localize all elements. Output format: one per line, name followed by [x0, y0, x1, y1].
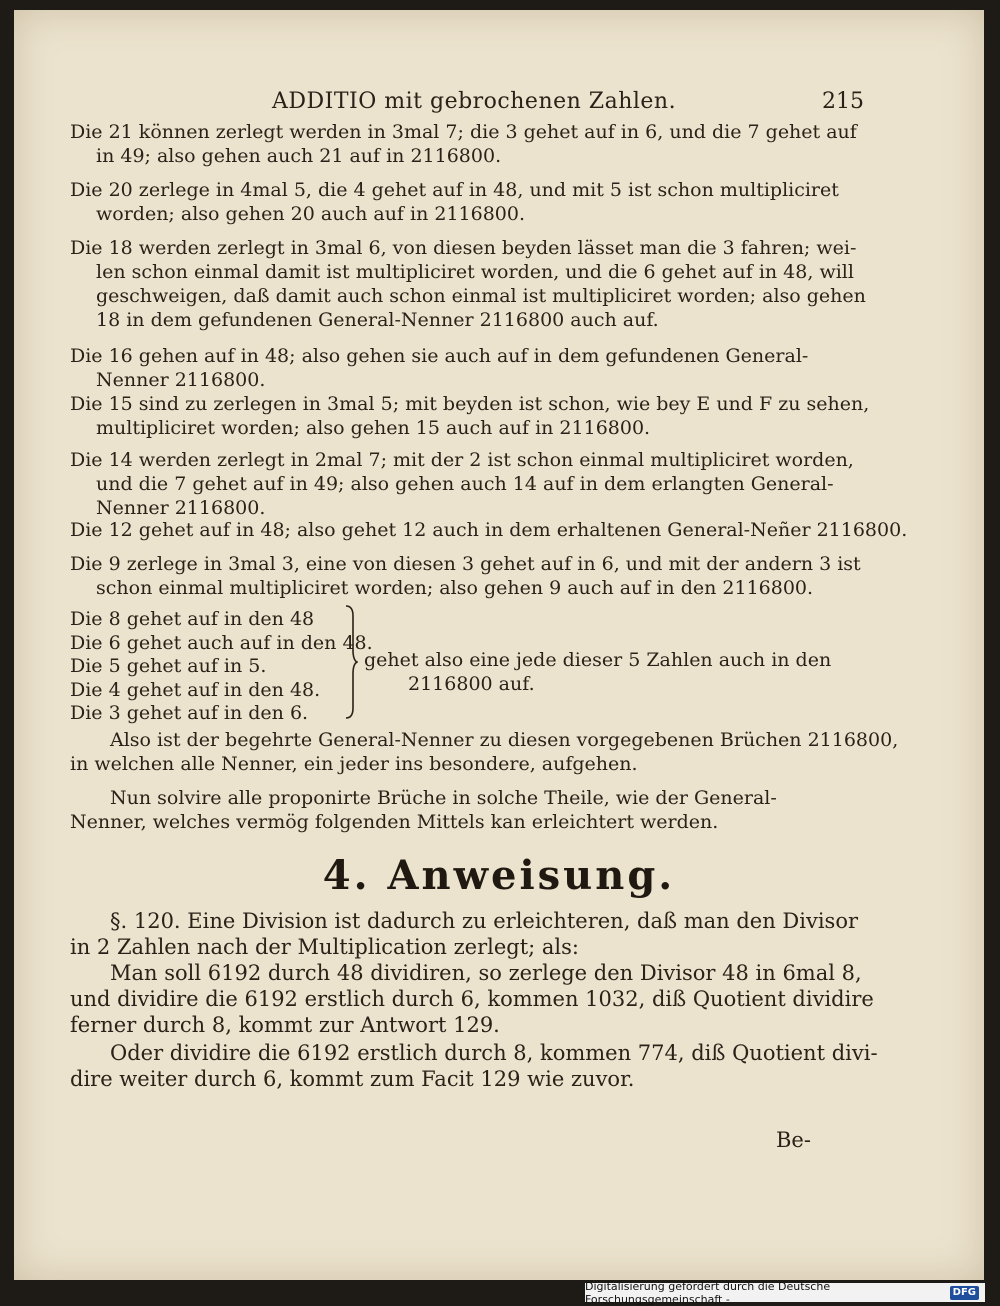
conclusion-paragraph	[70, 728, 899, 776]
paragraph-12	[70, 518, 908, 542]
paragraph-14	[70, 448, 870, 520]
text-line: Nun solvire alle proponirte Brüche in solche Theile, wie der General-	[110, 787, 777, 809]
digitization-footer	[585, 1279, 985, 1306]
text-line: Nenner, welches vermög folgenden Mittels kan erleichtert werden.	[70, 811, 719, 833]
book-page	[14, 10, 984, 1280]
text-line: in 2 Zahlen nach der Multiplication zerlegt; als:	[70, 935, 579, 959]
text-line: Nenner 2116800.	[96, 369, 266, 391]
dfg-logo-icon: DFG	[950, 1286, 979, 1300]
text-line: Oder dividire die 6192 erstlich durch 8, kommen 774, diß Quotient divi-	[110, 1041, 878, 1065]
footer-credit: Digitalisierung gefördert durch die Deutsche Forschungsgemeinschaft -	[585, 1279, 831, 1306]
list-item: Die 6 gehet auch auf in den 48.	[70, 631, 373, 654]
section-paragraph-120	[70, 908, 870, 960]
text-line: Also ist der begehrte General-Nenner zu diesen vorgegebenen Brüchen 2116800,	[110, 729, 899, 751]
curly-brace-icon	[344, 604, 358, 720]
text-line: ferner durch 8, kommt zur Antwort 129.	[70, 1013, 500, 1037]
text-line: Die 12 gehet auf in 48; also gehet 12 auch in dem erhaltenen General-Neñer 2116800.	[70, 519, 908, 541]
paragraph-9	[70, 552, 870, 600]
paragraph-18	[70, 236, 870, 332]
paragraph-21	[70, 120, 870, 168]
text-line: Die 15 sind zu zerlegen in 3mal 5; mit beyden ist schon, wie bey E und F zu sehen,	[70, 393, 870, 415]
nun-paragraph	[70, 786, 870, 834]
paragraph-16	[70, 344, 870, 392]
text-line: Die 20 zerlege in 4mal 5, die 4 gehet auf in 48, und mit 5 ist schon multipliciret	[70, 179, 839, 201]
section-paragraph-oder	[70, 1040, 878, 1092]
text-line: und dividire die 6192 erstlich durch 6, kommen 1032, diß Quotient dividire	[70, 987, 874, 1011]
text-line: dire weiter durch 6, kommt zum Facit 129 wie zuvor.	[70, 1067, 635, 1091]
text-line: 18 in dem gefundenen General-Nenner 2116800 auch auf.	[96, 309, 659, 331]
text-line: len schon einmal damit ist multipliciret worden, und die 6 gehet auf in 48, will	[96, 261, 854, 283]
brace-annotation	[364, 648, 831, 696]
text-line: in 49; also gehen auch 21 auf in 2116800.	[96, 145, 502, 167]
list-item: Die 3 gehet auf in den 6.	[70, 702, 309, 724]
section-heading: 4. Anweisung.	[322, 852, 676, 899]
section-paragraph-example	[70, 960, 874, 1038]
list-item: Die 5 gehet auf in 5.	[70, 655, 267, 677]
text-line: Die 21 können zerlegt werden in 3mal 7; die 3 gehet auf in 6, und die 7 gehet auf	[70, 121, 857, 143]
text-line: worden; also gehen 20 auch auf in 2116800.	[96, 203, 526, 225]
text-line: Die 18 werden zerlegt in 3mal 6, von diesen beyden lässet man die 3 fahren; wei-	[70, 237, 857, 259]
catchword: Be-	[776, 1128, 811, 1152]
text-line: §. 120. Eine Division ist dadurch zu erleichteren, daß man den Divisor	[110, 909, 859, 933]
list-item: Die 8 gehet auf in den 48	[70, 608, 315, 630]
running-header-title: ADDITIO mit gebrochenen Zahlen.	[272, 89, 677, 114]
text-line: und die 7 gehet auf in 49; also gehen auch 14 auf in dem erlangten General-	[96, 473, 834, 495]
divisor-list	[70, 608, 373, 726]
text-line: Die 14 werden zerlegt in 2mal 7; mit der 2 ist schon einmal multipliciret worden,	[70, 449, 854, 471]
text-line: geschweigen, daß damit auch schon einmal ist multipliciret worden; also gehen	[96, 285, 866, 307]
text-line: Man soll 6192 durch 48 dividiren, so zerlege den Divisor 48 in 6mal 8,	[110, 961, 862, 985]
text-line: Die 16 gehen auf in 48; also gehen sie auch auf in dem gefundenen General-	[70, 345, 809, 367]
text-line: Nenner 2116800.	[96, 497, 266, 519]
paragraph-20	[70, 178, 870, 226]
text-line: 2116800 auf.	[408, 673, 535, 695]
page-number: 215	[822, 89, 864, 114]
text-line: in welchen alle Nenner, ein jeder ins besondere, aufgehen.	[70, 753, 638, 775]
text-line: multipliciret worden; also gehen 15 auch auf in 2116800.	[96, 417, 651, 439]
text-line: Die 9 zerlege in 3mal 3, eine von diesen 3 gehet auf in 6, und mit der andern 3 ist	[70, 553, 861, 575]
text-line: schon einmal multipliciret worden; also gehen 9 auch auf in den 2116800.	[96, 577, 814, 599]
text-line: gehet also eine jede dieser 5 Zahlen auch in den	[364, 649, 832, 671]
list-item: Die 4 gehet auf in den 48.	[70, 678, 321, 701]
paragraph-15	[70, 392, 870, 440]
